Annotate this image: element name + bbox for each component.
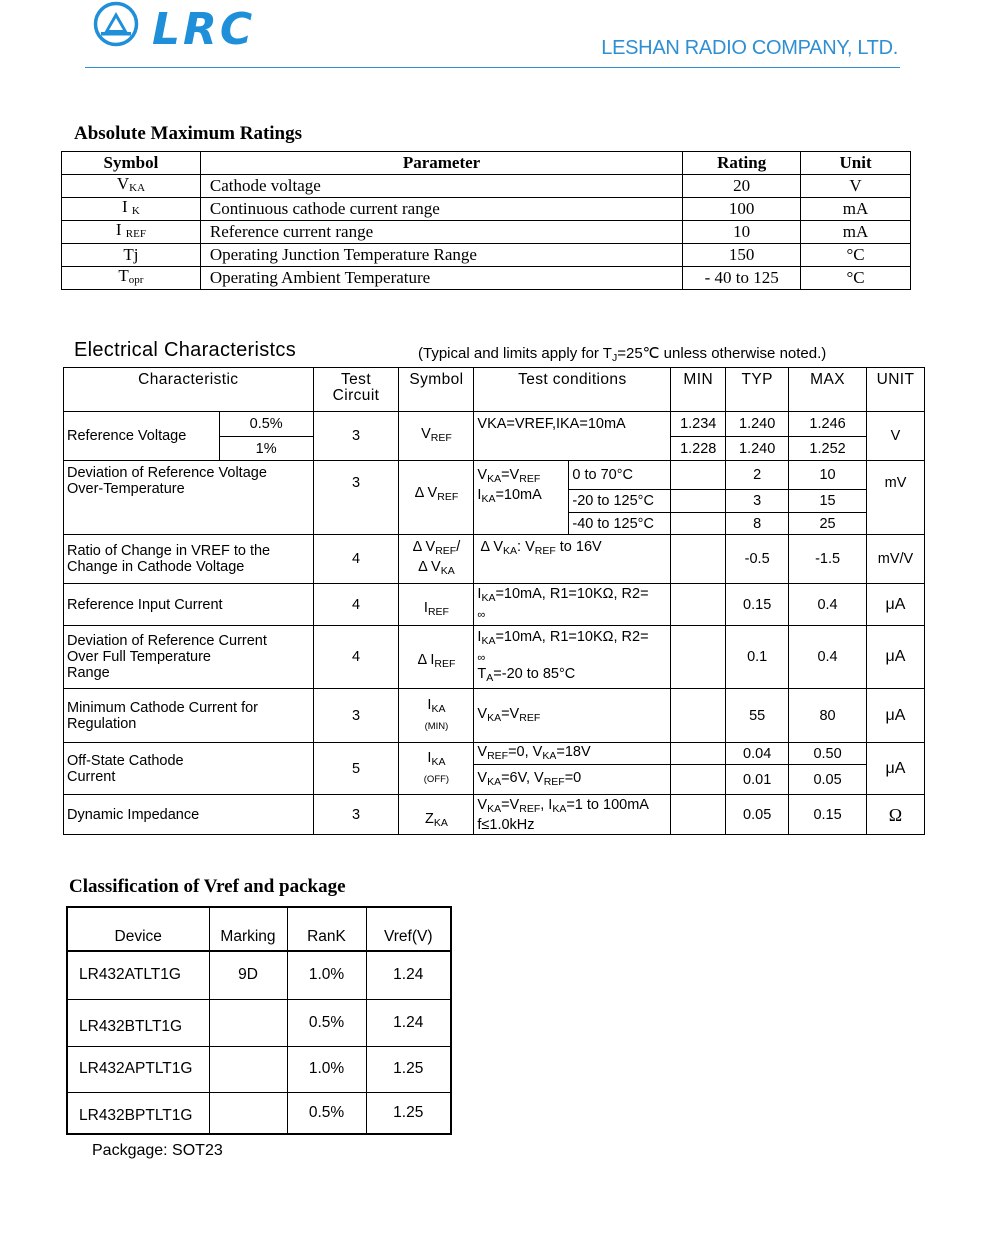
cls-section-title: Classification of Vref and package (69, 876, 346, 897)
table-row (67, 1046, 451, 1092)
ec-min (671, 743, 726, 765)
ec-conditions: $V_{KA}=V_{REF}$ (474, 689, 671, 743)
ec-min (671, 513, 726, 535)
package-note: Packgage: SOT23 (92, 1142, 223, 1159)
table-row (64, 743, 925, 765)
cls-vref: 1.24 (366, 999, 451, 1046)
cls-rank: 0.5% (287, 999, 366, 1046)
cls-vref: 1.25 (366, 1092, 451, 1134)
ec-min (671, 765, 726, 795)
header-divider (85, 67, 900, 68)
company-name: LESHAN RADIO COMPANY, LTD. (601, 37, 898, 59)
ec-typ: 3 (726, 490, 789, 513)
cls-rank: 1.0% (287, 951, 366, 999)
ec-typ: 0.05 (726, 795, 789, 835)
ec-header-min: MIN (671, 368, 726, 412)
ec-symbol: Δ $V_{REF}$ (399, 461, 474, 535)
amr-header-parameter: Parameter (200, 152, 682, 175)
ec-min (671, 626, 726, 689)
cls-header-marking: Marking (209, 907, 287, 951)
ec-characteristic: Minimum Cathode Current for Regulation (64, 689, 314, 743)
amr-header-unit: Unit (801, 152, 911, 175)
ec-conditions: $V_{KA}=V_{REF}$ $I_{KA}=10mA$ (474, 461, 569, 535)
cls-header-vref: Vref(V) (366, 907, 451, 951)
amr-header-row (62, 152, 911, 175)
ec-conditions: $I_{KA}=10mA$, R1=10KΩ, R2= ∞ $T_A=-20$ to 85°C (474, 626, 671, 689)
amr-unit: mA (801, 221, 911, 244)
ec-characteristic: Reference Input Current (64, 584, 314, 626)
amr-parameter: Cathode voltage (200, 175, 682, 198)
amr-rating: 100 (683, 198, 801, 221)
ec-table (63, 367, 925, 835)
amr-parameter: Continuous cathode current range (200, 198, 682, 221)
ec-max: 0.50 (789, 743, 867, 765)
ec-typ: 0.1 (726, 626, 789, 689)
ec-symbol: $I_{KA}$ (OFF) (399, 743, 474, 795)
ec-max: 80 (789, 689, 867, 743)
cls-device: LR432ATLT1G (67, 951, 209, 999)
ec-unit: μA (867, 626, 925, 689)
company-logo-icon (93, 1, 139, 47)
ec-test-circuit: 4 (313, 535, 399, 584)
ec-unit: Ω (867, 795, 925, 835)
table-row (62, 198, 911, 221)
ec-characteristic: Deviation of Reference Current Over Full Temperature Range (64, 626, 314, 689)
table-row (64, 461, 925, 490)
ec-symbol: $I_{REF}$ (399, 584, 474, 626)
amr-symbol: $T_{opr}$ (62, 267, 201, 290)
cls-header-device: Device (67, 907, 209, 951)
ec-min: 1.234 (671, 412, 726, 437)
cls-marking (209, 1092, 287, 1134)
ec-tolerance: 1% (219, 437, 313, 461)
amr-rating: - 40 to 125 (683, 267, 801, 290)
table-row (62, 175, 911, 198)
ec-max: 0.05 (789, 765, 867, 795)
amr-unit: °C (801, 244, 911, 267)
amr-symbol: I $_K$ (62, 198, 201, 221)
ec-header-test-circuit: Test Circuit (313, 368, 399, 412)
cls-device: LR432BTLT1G (67, 999, 209, 1046)
ec-max: 1.246 (789, 412, 867, 437)
amr-header-symbol: Symbol (62, 152, 201, 175)
amr-rating: 10 (683, 221, 801, 244)
ec-typ: 0.01 (726, 765, 789, 795)
ec-header-unit: UNIT (867, 368, 925, 412)
amr-header-rating: Rating (683, 152, 801, 175)
ec-temp-range: -40 to 125°C (569, 513, 671, 535)
ec-characteristic: Ratio of Change in VREF to the Change in Cathode Voltage (64, 535, 314, 584)
ec-conditions: $V_{KA}=V_{REF}$, $I_{KA}=1$ to 100mA f≤1.0kHz (474, 795, 671, 835)
ec-tolerance: 0.5% (219, 412, 313, 437)
ec-test-circuit: 3 (313, 461, 399, 535)
ec-unit: μA (867, 743, 925, 795)
ec-unit: μA (867, 584, 925, 626)
ec-typ: -0.5 (726, 535, 789, 584)
ec-conditions: Δ $V_{KA}$: $V_{REF}$ to 16V (474, 535, 671, 584)
table-row (62, 267, 911, 290)
table-row (62, 221, 911, 244)
ec-min (671, 795, 726, 835)
amr-rating: 20 (683, 175, 801, 198)
amr-symbol: Tj (62, 244, 201, 267)
table-row (67, 999, 451, 1046)
cls-device: LR432BPTLT1G (67, 1092, 209, 1134)
table-row (64, 626, 925, 689)
ec-characteristic: Deviation of Reference Voltage Over-Temperature (64, 461, 314, 535)
ec-max: -1.5 (789, 535, 867, 584)
ec-unit: μA (867, 689, 925, 743)
ec-max: 0.4 (789, 626, 867, 689)
amr-unit: V (801, 175, 911, 198)
ec-test-circuit: 4 (313, 584, 399, 626)
ec-header-characteristic: Characteristic (64, 368, 314, 412)
cls-header-row (67, 907, 451, 951)
ec-typ: 1.240 (726, 412, 789, 437)
amr-parameter: Operating Ambient Temperature (200, 267, 682, 290)
ec-test-circuit: 3 (313, 412, 399, 461)
ec-header-conditions: Test conditions (474, 368, 671, 412)
ec-max: 0.4 (789, 584, 867, 626)
ec-symbol: Δ $V_{REF}/$ Δ $V_{KA}$ (399, 535, 474, 584)
amr-section-title: Absolute Maximum Ratings (74, 123, 303, 144)
ec-max: 15 (789, 490, 867, 513)
amr-unit: °C (801, 267, 911, 290)
ec-typ: 8 (726, 513, 789, 535)
table-row (67, 1092, 451, 1134)
amr-rating: 150 (683, 244, 801, 267)
cls-marking (209, 1046, 287, 1092)
table-row (62, 244, 911, 267)
ec-min (671, 490, 726, 513)
table-row (64, 689, 925, 743)
amr-parameter: Operating Junction Temperature Range (200, 244, 682, 267)
table-row (64, 412, 925, 437)
ec-max: 25 (789, 513, 867, 535)
cls-marking: 9D (209, 951, 287, 999)
ec-characteristic: Dynamic Impedance (64, 795, 314, 835)
ec-header-symbol: Symbol (399, 368, 474, 412)
ec-temp-range: 0 to 70°C (569, 461, 671, 490)
ec-symbol: $V_{REF}$ (399, 412, 474, 461)
ec-max: 10 (789, 461, 867, 490)
ec-test-circuit: 3 (313, 795, 399, 835)
ec-characteristic: Off-State Cathode Current (64, 743, 314, 795)
cls-vref: 1.25 (366, 1046, 451, 1092)
ec-header-row (64, 368, 925, 412)
ec-condition-note: (Typical and limits apply for $T_J=25℃$ unless otherwise noted.) (418, 345, 827, 364)
ec-typ: 55 (726, 689, 789, 743)
table-row (64, 795, 925, 835)
ec-conditions: $V_{REF}=0$, $V_{KA}=18V$ (474, 743, 671, 765)
ec-max: 1.252 (789, 437, 867, 461)
ec-test-circuit: 4 (313, 626, 399, 689)
amr-symbol: I $_{REF}$ (62, 221, 201, 244)
cls-header-rank: RanK (287, 907, 366, 951)
ec-header-typ: TYP (726, 368, 789, 412)
cls-table (66, 906, 452, 1135)
table-row (64, 584, 925, 626)
ec-unit: mV/V (867, 535, 925, 584)
cls-vref: 1.24 (366, 951, 451, 999)
ec-min: 1.228 (671, 437, 726, 461)
table-row (64, 535, 925, 584)
ec-typ: 2 (726, 461, 789, 490)
ec-unit: V (867, 412, 925, 461)
ec-conditions: $V_{KA}=6V$, $V_{REF}=0$ (474, 765, 671, 795)
ec-min (671, 461, 726, 490)
ec-typ: 0.15 (726, 584, 789, 626)
cls-device: LR432APTLT1G (67, 1046, 209, 1092)
ec-temp-range: -20 to 125°C (569, 490, 671, 513)
ec-min (671, 689, 726, 743)
ec-section-title: Electrical Characteristcs (74, 339, 297, 361)
company-logo-text: LRC (152, 4, 256, 55)
ec-min (671, 535, 726, 584)
amr-parameter: Reference current range (200, 221, 682, 244)
ec-typ: 1.240 (726, 437, 789, 461)
ec-unit: mV (867, 461, 925, 535)
ec-header-max: MAX (789, 368, 867, 412)
cls-rank: 1.0% (287, 1046, 366, 1092)
ec-max: 0.15 (789, 795, 867, 835)
amr-symbol: $V_{KA}$ (62, 175, 201, 198)
amr-unit: mA (801, 198, 911, 221)
cls-marking (209, 999, 287, 1046)
ec-symbol: $Z_{KA}$ (399, 795, 474, 835)
ec-test-circuit: 5 (313, 743, 399, 795)
ec-conditions: VKA=VREF,IKA=10mA (474, 412, 671, 461)
cls-rank: 0.5% (287, 1092, 366, 1134)
table-row (67, 951, 451, 999)
amr-table (61, 151, 911, 290)
ec-test-circuit: 3 (313, 689, 399, 743)
ec-typ: 0.04 (726, 743, 789, 765)
ec-min (671, 584, 726, 626)
ec-characteristic: Reference Voltage (64, 412, 220, 461)
ec-symbol: Δ $I_{REF}$ (399, 626, 474, 689)
ec-symbol: $I_{KA}$ (MIN) (399, 689, 474, 743)
ec-conditions: $I_{KA}=10mA$, R1=10KΩ, R2= ∞ (474, 584, 671, 626)
